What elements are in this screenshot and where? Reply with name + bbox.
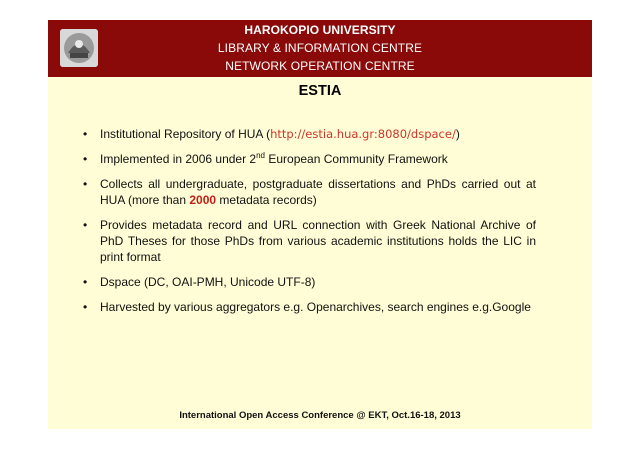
- unit-name: NETWORK OPERATION CENTRE: [225, 59, 415, 73]
- slide-title: ESTIA: [298, 83, 342, 99]
- bullet-item: • Institutional Repository of HUA (http://estia.hua.gr:8080/dspace/): [83, 127, 460, 141]
- slide-footer: International Open Access Conference @ EKT, Oct.16-18, 2013: [179, 410, 461, 421]
- bullet-icon: •: [83, 127, 88, 141]
- department-name: LIBRARY & INFORMATION CENTRE: [217, 41, 423, 55]
- bullet-icon: •: [83, 177, 88, 191]
- bullet-icon: •: [83, 275, 88, 289]
- bullet-item: • Dspace (DC, OAI-PMH, Unicode UTF-8): [83, 275, 316, 289]
- slide: [48, 20, 592, 429]
- header-banner: [48, 20, 592, 77]
- bullet-icon: •: [83, 218, 88, 232]
- bullet-icon: •: [83, 300, 88, 314]
- bullet-item: • Collects all undergraduate, postgraduate dissertations and PhDs carried out at HUA (more than 2000 metadata records): [83, 177, 536, 207]
- bullet-list: [84, 126, 536, 324]
- university-name: HAROKOPIO UNIVERSITY: [244, 23, 396, 37]
- record-count: 2000: [189, 193, 217, 207]
- bullet-item: • Implemented in 2006 under 2nd European Community Framework: [83, 151, 448, 166]
- bullet-item: • Provides metadata record and URL connection with Greek National Archive of PhD Theses for those PhDs from various academic institutions holds the LIC in print format: [83, 218, 536, 264]
- bullet-item: • Harvested by various aggregators e.g. Openarchives, search engines e.g.Google: [83, 300, 531, 314]
- university-seal-icon: [60, 29, 98, 67]
- bullet-icon: •: [83, 152, 88, 166]
- repository-link[interactable]: http://estia.hua.gr:8080/dspace/: [270, 127, 456, 141]
